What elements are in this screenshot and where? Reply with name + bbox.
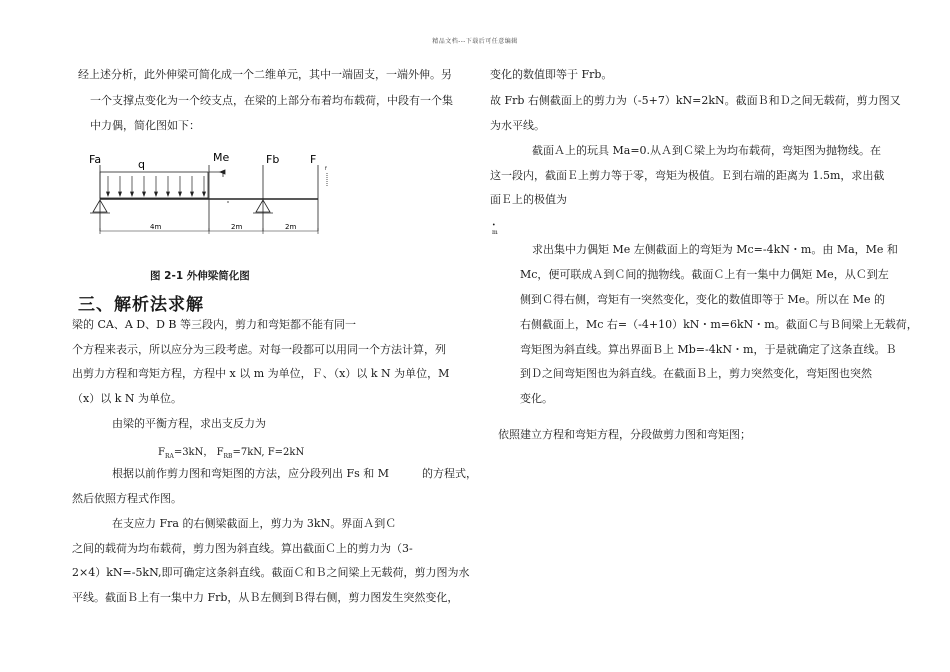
paragraph-line: 故 Frb 右侧截面上的剪力为（-5+7）kN=2kN。截面Ｂ和Ｄ之间无载荷，剪力图又 bbox=[490, 94, 901, 107]
paragraph-line: 出剪力方程和弯矩方程，方程中 x 以 m 为单位，Ｆ、（x）以 k N 为单位，M bbox=[72, 367, 450, 380]
formula-placeholder: • m bbox=[492, 222, 498, 236]
force-f-marker bbox=[318, 165, 327, 231]
paragraph-line: Mc，便可联成Ａ到Ｃ间的抛物线。截面Ｃ上有一集中力偶矩 Me，从Ｃ到左 bbox=[520, 268, 889, 281]
paragraph-line: 弯矩图为斜直线。算出界面Ｂ上 Mb=-4kN・m，于是就确定了这条直线。Ｂ bbox=[520, 343, 897, 356]
paragraph-line: 在支应力 Fra 的右侧梁截面上，剪力为 3kN。界面Ａ到Ｃ bbox=[112, 517, 397, 530]
paragraph-line: 到Ｄ之间弯矩图也为斜直线。在截面Ｂ上，剪力突然变化，弯矩图也突然 bbox=[520, 367, 872, 380]
paragraph-line: 一个支撑点变化为一个绞支点，在梁的上部分布着均布载荷，中段有一个集 bbox=[90, 94, 453, 107]
paragraph-line: 求出集中力偶矩 Me 左侧截面上的弯矩为 Mc=-4kN・m。由 Ma，Me 和 bbox=[532, 243, 898, 256]
paragraph-line: 截面Ａ上的玩具 Ma=0.从Ａ到Ｃ梁上为均布载荷，弯矩图为抛物线。在 bbox=[532, 144, 882, 157]
small-mark: f bbox=[325, 166, 327, 172]
paragraph-line: 依照建立方程和弯矩方程，分段做剪力图和弯矩图； bbox=[498, 428, 751, 441]
paragraph-line: 之间的载荷为均布载荷，剪力图为斜直线。算出截面Ｃ上的剪力为（3- bbox=[72, 542, 413, 555]
paragraph-line: （x）以 k N 为单位。 bbox=[72, 392, 182, 405]
label-q: q bbox=[138, 158, 145, 171]
label-me: Me bbox=[213, 151, 230, 164]
paragraph-line: 面Ｅ上的极值为 bbox=[490, 193, 567, 206]
paragraph-line: 经上述分析，此外伸梁可简化成一个二维单元，其中一端固支，一端外伸。另 bbox=[78, 68, 452, 81]
paragraph-line: 2×4）kN=-5kN,即可确定这条斜直线。截面Ｃ和Ｂ之间梁上无载荷，剪力图为水 bbox=[72, 566, 470, 579]
paragraph-line: 梁的 CA、A D、D B 等三段内，剪力和弯矩都不能有同一 bbox=[72, 318, 357, 331]
section-heading: 三、解析法求解 bbox=[78, 295, 204, 315]
paragraph-line: 由梁的平衡方程，求出支反力为 bbox=[112, 417, 266, 430]
paragraph-line: 中力偶，简化图如下： bbox=[90, 119, 200, 132]
dimension-2m-2: 2m bbox=[285, 223, 297, 231]
beam-diagram bbox=[80, 145, 340, 245]
paragraph-line: 然后依照方程式作图。 bbox=[72, 492, 182, 505]
figure-caption: 图 2-1 外伸梁简化图 bbox=[150, 270, 250, 282]
label-fa: Fa bbox=[89, 153, 102, 166]
paragraph-line: 变化。 bbox=[520, 392, 553, 405]
label-fb: Fb bbox=[266, 153, 280, 166]
label-f: F bbox=[310, 153, 317, 166]
reaction-equation: $F_{RA}=3kN$， $F_{RB}=7kN$, F=2kN bbox=[158, 447, 305, 460]
paragraph-line: 这一段内，截面Ｅ上剪力等于零，弯矩为极值。Ｅ到右端的距离为 1.5m，求出截 bbox=[490, 169, 885, 182]
support-b bbox=[253, 165, 273, 231]
dimension-2m-1: 2m bbox=[231, 223, 243, 231]
paragraph-line: 个方程来表示，所以应分为三段考虑。对每一段都可以用同一个方法计算，列 bbox=[72, 343, 446, 356]
moment-me-marker bbox=[209, 165, 228, 231]
paragraph-line: 侧到Ｃ得右侧，弯矩有一突然变化，变化的数值即等于 Me。所以在 Me 的 bbox=[520, 293, 886, 306]
paragraph-line: 根据以前作剪力图和弯矩图的方法，应分段列出 Fs 和 M 的方程式， bbox=[112, 467, 478, 480]
paragraph-line: 平线。截面Ｂ上有一集中力 Frb，从Ｂ左侧到Ｂ得右侧，剪力图发生突然变化， bbox=[72, 591, 459, 604]
page-header: 精品文档---下载后可任意编辑 bbox=[432, 38, 518, 45]
paragraph-line: 为水平线。 bbox=[490, 119, 545, 132]
paragraph-line: 右侧截面上，Mc 右=（-4+10）kN・m=6kN・m。截面Ｃ与Ｂ间梁上无载荷， bbox=[520, 318, 918, 331]
dimension-4m: 4m bbox=[150, 223, 162, 231]
distributed-load-arrows bbox=[107, 176, 206, 196]
paragraph-line: 变化的数值即等于 Frb。 bbox=[490, 68, 613, 81]
